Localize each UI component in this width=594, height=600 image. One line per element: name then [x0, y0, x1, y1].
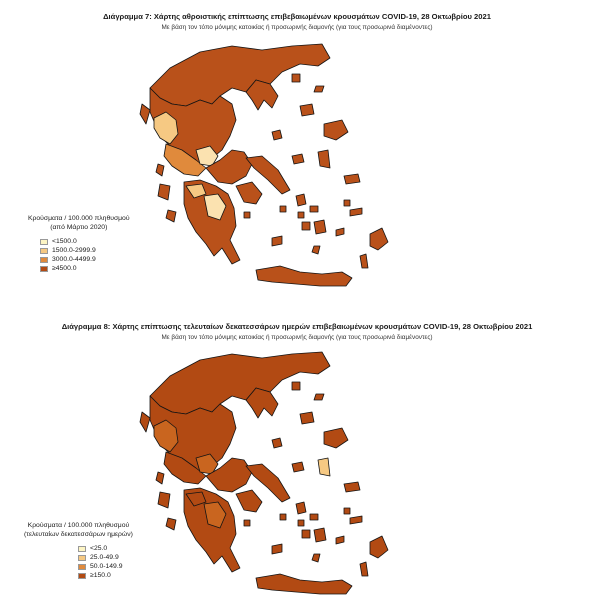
island-lesvos	[324, 428, 348, 448]
legend-label: 50.0-149.9	[90, 563, 123, 570]
island-kalymnos	[344, 508, 350, 514]
island-andros	[296, 502, 306, 514]
legend-title: Κρούσματα / 100.000 πληθυσμού	[27, 522, 130, 529]
island-astypalaia	[336, 536, 344, 544]
legend-subtitle: (τελευταίων δεκατεσσάρων ημερών)	[24, 531, 133, 538]
island-santorini	[312, 246, 320, 254]
legend-swatch	[40, 257, 48, 263]
legend-swatch	[40, 248, 48, 254]
island-kea	[280, 514, 286, 520]
island-corfu	[140, 104, 150, 124]
island-rhodes	[370, 228, 388, 250]
island-kos	[350, 516, 362, 524]
legend-item	[40, 237, 130, 246]
island-syros	[298, 212, 304, 218]
island-paros	[302, 222, 310, 230]
island-zakynthos	[166, 210, 176, 222]
legend-swatch	[78, 564, 86, 570]
island-skyros	[292, 154, 304, 164]
map-subtitle: Με βάση τον τόπο μόνιμης κατοικίας ή προσωρινής διαμονής (για τους προσωρινά διαμένοντες)	[161, 334, 433, 341]
island-lefkada	[156, 472, 164, 484]
island-samothrace	[314, 394, 324, 400]
legend-subtitle: (από Μάρτιο 2020)	[50, 224, 108, 231]
island-kefalonia	[158, 184, 170, 200]
legend-label: ≥4500.0	[52, 265, 77, 272]
region-attica	[236, 490, 262, 512]
region-attica	[236, 182, 262, 204]
island-milos	[272, 544, 282, 554]
map-subtitle: Με βάση τον τόπο μόνιμης κατοικίας ή προσωρινής διαμονής (για τους προσωρινά διαμένοντες)	[161, 24, 433, 31]
island-aegina	[244, 520, 250, 526]
island-andros	[296, 194, 306, 206]
island-lesvos	[324, 120, 348, 140]
legend-item	[40, 246, 130, 255]
legend-label: 25.0-49.9	[90, 554, 119, 561]
island-samos	[344, 174, 360, 184]
island-naxos	[314, 528, 326, 542]
island-milos	[272, 236, 282, 246]
map-panel-14day	[0, 300, 594, 600]
island-kea	[280, 206, 286, 212]
island-tinos	[310, 206, 318, 212]
island-sporades	[272, 130, 282, 140]
island-kos	[350, 208, 362, 216]
legend-item	[78, 553, 133, 562]
island-rhodes	[370, 536, 388, 558]
region-macedonia-thrace	[150, 44, 330, 106]
legend-swatch	[78, 546, 86, 552]
island-skyros	[292, 462, 304, 472]
legend-swatch	[40, 266, 48, 272]
island-limnos	[300, 412, 314, 424]
island-sporades	[272, 438, 282, 448]
island-limnos	[300, 104, 314, 116]
legend-swatch	[40, 239, 48, 245]
region-macedonia-thrace	[150, 352, 330, 414]
island-syros	[298, 520, 304, 526]
island-chios	[318, 458, 330, 476]
island-karpathos	[360, 254, 368, 268]
legend-label: <1500.0	[52, 238, 77, 245]
legend-item	[78, 571, 133, 580]
island-paros	[302, 530, 310, 538]
island-crete	[256, 266, 352, 286]
island-aegina	[244, 212, 250, 218]
island-thasos	[292, 382, 300, 390]
legend-label: 1500.0-2999.9	[52, 247, 96, 254]
island-naxos	[314, 220, 326, 234]
legend-item	[40, 264, 130, 273]
island-kalymnos	[344, 200, 350, 206]
island-karpathos	[360, 562, 368, 576]
legend-item	[78, 544, 133, 553]
island-thasos	[292, 74, 300, 82]
island-tinos	[310, 514, 318, 520]
legend-label: ≥150.0	[90, 572, 111, 579]
island-lefkada	[156, 164, 164, 176]
legend-label: 3000.0-4499.9	[52, 256, 96, 263]
map-legend	[28, 214, 130, 273]
legend-swatch	[78, 573, 86, 579]
island-astypalaia	[336, 228, 344, 236]
island-kefalonia	[158, 492, 170, 508]
legend-swatch	[78, 555, 86, 561]
island-corfu	[140, 412, 150, 432]
island-crete	[256, 574, 352, 594]
map-title: Διάγραμμα 8: Χάρτης επίπτωσης τελευταίων δεκατεσσάρων ημερών επιβεβαιωμένων κρουσμάτων COVID-19, 28 Οκτωβρίου 2021	[61, 322, 533, 331]
island-santorini	[312, 554, 320, 562]
island-samothrace	[314, 86, 324, 92]
legend-label: <25.0	[90, 545, 108, 552]
legend-item	[78, 562, 133, 571]
legend-item	[40, 255, 130, 264]
island-zakynthos	[166, 518, 176, 530]
island-chios	[318, 150, 330, 168]
map-title: Διάγραμμα 7: Χάρτης αθροιστικής επίπτωσης επιβεβαιωμένων κρουσμάτων COVID-19, 28 Οκτωβρίου 2021	[103, 12, 491, 21]
map-legend	[24, 521, 133, 580]
island-samos	[344, 482, 360, 492]
legend-title: Κρούσματα / 100.000 πληθυσμού	[28, 215, 130, 222]
